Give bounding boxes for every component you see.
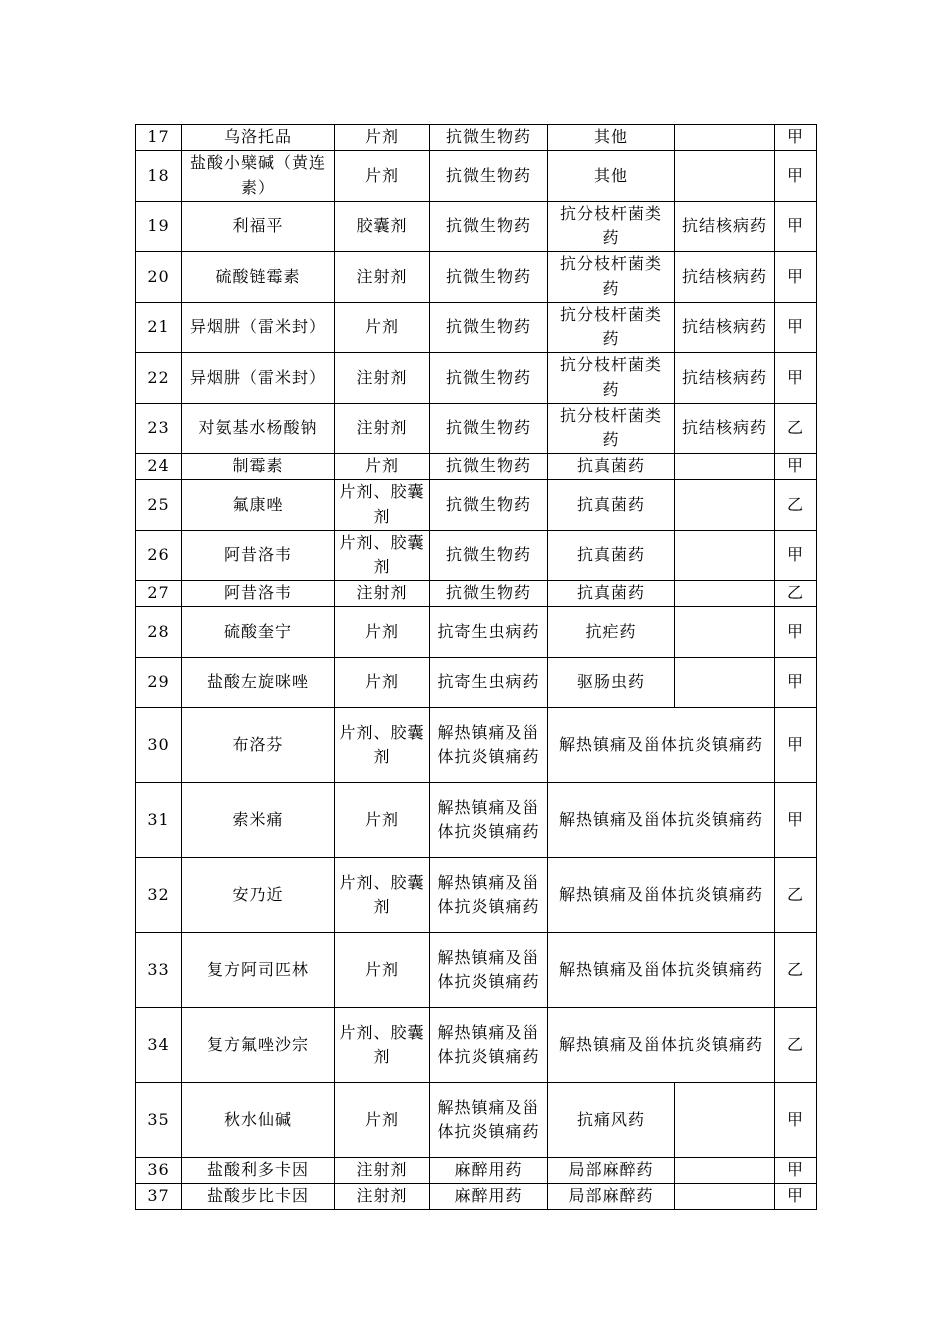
dosage-form-cell: 片剂 xyxy=(335,125,430,151)
category-level1-cell: 麻醉用药 xyxy=(430,1158,548,1184)
grade-cell: 乙 xyxy=(775,403,817,454)
dosage-form-cell: 片剂 xyxy=(335,657,430,708)
table-row xyxy=(136,858,817,933)
drug-name-cell: 异烟肼（雷米封） xyxy=(182,353,335,404)
row-number-cell: 21 xyxy=(136,302,182,353)
dosage-form-cell: 片剂 xyxy=(335,933,430,1008)
category-level3-cell xyxy=(675,1184,775,1210)
category-level3-cell xyxy=(675,454,775,480)
table-row xyxy=(136,151,817,202)
category-level2-cell: 抗真菌药 xyxy=(548,454,675,480)
category-level1-cell: 抗微生物药 xyxy=(430,302,548,353)
category-level2-cell: 局部麻醉药 xyxy=(548,1158,675,1184)
dosage-form-cell: 片剂 xyxy=(335,607,430,658)
category-level3-cell xyxy=(675,607,775,658)
category-level2-cell: 抗真菌药 xyxy=(548,530,675,581)
grade-cell: 乙 xyxy=(775,933,817,1008)
grade-cell: 甲 xyxy=(775,783,817,858)
category-level2-cell: 抗真菌药 xyxy=(548,581,675,607)
category-level1-cell: 解热镇痛及甾体抗炎镇痛药 xyxy=(430,783,548,858)
table-body xyxy=(136,125,817,1210)
category-level1-cell: 解热镇痛及甾体抗炎镇痛药 xyxy=(430,1008,548,1083)
row-number-cell: 36 xyxy=(136,1158,182,1184)
grade-cell: 甲 xyxy=(775,1083,817,1158)
drug-name-cell: 盐酸小檗碱（黄连素） xyxy=(182,151,335,202)
table-row xyxy=(136,1184,817,1210)
drug-name-cell: 制霉素 xyxy=(182,454,335,480)
category-level1-cell: 抗微生物药 xyxy=(430,530,548,581)
dosage-form-cell: 片剂 xyxy=(335,454,430,480)
category-level3-cell xyxy=(675,581,775,607)
row-number-cell: 17 xyxy=(136,125,182,151)
category-level2-cell: 抗分枝杆菌类药 xyxy=(548,201,675,252)
dosage-form-cell: 注射剂 xyxy=(335,403,430,454)
category-merged-cell: 解热镇痛及甾体抗炎镇痛药 xyxy=(548,783,775,858)
drug-name-cell: 秋水仙碱 xyxy=(182,1083,335,1158)
row-number-cell: 18 xyxy=(136,151,182,202)
table-row xyxy=(136,530,817,581)
category-level1-cell: 抗寄生虫病药 xyxy=(430,657,548,708)
grade-cell: 甲 xyxy=(775,201,817,252)
category-merged-cell: 解热镇痛及甾体抗炎镇痛药 xyxy=(548,858,775,933)
dosage-form-cell: 片剂 xyxy=(335,302,430,353)
row-number-cell: 24 xyxy=(136,454,182,480)
category-level1-cell: 麻醉用药 xyxy=(430,1184,548,1210)
drug-name-cell: 复方氟唑沙宗 xyxy=(182,1008,335,1083)
category-level2-cell: 抗痛风药 xyxy=(548,1083,675,1158)
category-level2-cell: 抗分枝杆菌类药 xyxy=(548,403,675,454)
table-row xyxy=(136,607,817,658)
row-number-cell: 28 xyxy=(136,607,182,658)
row-number-cell: 37 xyxy=(136,1184,182,1210)
table-row xyxy=(136,353,817,404)
category-level1-cell: 抗微生物药 xyxy=(430,201,548,252)
table-row xyxy=(136,581,817,607)
drug-name-cell: 对氨基水杨酸钠 xyxy=(182,403,335,454)
grade-cell: 乙 xyxy=(775,480,817,531)
dosage-form-cell: 片剂 xyxy=(335,1083,430,1158)
drug-name-cell: 硫酸链霉素 xyxy=(182,252,335,303)
row-number-cell: 27 xyxy=(136,581,182,607)
category-level1-cell: 抗微生物药 xyxy=(430,125,548,151)
row-number-cell: 26 xyxy=(136,530,182,581)
category-level3-cell xyxy=(675,151,775,202)
category-level3-cell: 抗结核病药 xyxy=(675,201,775,252)
row-number-cell: 33 xyxy=(136,933,182,1008)
category-level1-cell: 解热镇痛及甾体抗炎镇痛药 xyxy=(430,1083,548,1158)
drug-name-cell: 盐酸左旋咪唑 xyxy=(182,657,335,708)
table-row xyxy=(136,657,817,708)
category-level2-cell: 抗分枝杆菌类药 xyxy=(548,353,675,404)
table-row xyxy=(136,125,817,151)
grade-cell: 乙 xyxy=(775,1008,817,1083)
row-number-cell: 32 xyxy=(136,858,182,933)
category-level3-cell xyxy=(675,125,775,151)
grade-cell: 乙 xyxy=(775,858,817,933)
grade-cell: 甲 xyxy=(775,252,817,303)
dosage-form-cell: 片剂、胶囊剂 xyxy=(335,1008,430,1083)
grade-cell: 甲 xyxy=(775,607,817,658)
table-row xyxy=(136,480,817,531)
category-merged-cell: 解热镇痛及甾体抗炎镇痛药 xyxy=(548,1008,775,1083)
grade-cell: 甲 xyxy=(775,454,817,480)
category-level1-cell: 抗微生物药 xyxy=(430,403,548,454)
table-row xyxy=(136,302,817,353)
drug-list-table xyxy=(135,124,817,1210)
dosage-form-cell: 片剂、胶囊剂 xyxy=(335,530,430,581)
category-level1-cell: 抗微生物药 xyxy=(430,581,548,607)
category-level2-cell: 抗分枝杆菌类药 xyxy=(548,302,675,353)
grade-cell: 甲 xyxy=(775,353,817,404)
category-level2-cell: 抗疟药 xyxy=(548,607,675,658)
dosage-form-cell: 片剂、胶囊剂 xyxy=(335,858,430,933)
table-row xyxy=(136,1008,817,1083)
dosage-form-cell: 片剂、胶囊剂 xyxy=(335,708,430,783)
row-number-cell: 25 xyxy=(136,480,182,531)
drug-name-cell: 阿昔洛韦 xyxy=(182,581,335,607)
category-level1-cell: 抗寄生虫病药 xyxy=(430,607,548,658)
category-level3-cell: 抗结核病药 xyxy=(675,403,775,454)
row-number-cell: 35 xyxy=(136,1083,182,1158)
row-number-cell: 19 xyxy=(136,201,182,252)
category-level1-cell: 解热镇痛及甾体抗炎镇痛药 xyxy=(430,708,548,783)
dosage-form-cell: 注射剂 xyxy=(335,581,430,607)
category-level2-cell: 其他 xyxy=(548,151,675,202)
category-level3-cell xyxy=(675,1158,775,1184)
grade-cell: 甲 xyxy=(775,530,817,581)
dosage-form-cell: 注射剂 xyxy=(335,353,430,404)
category-level1-cell: 抗微生物药 xyxy=(430,353,548,404)
category-level1-cell: 解热镇痛及甾体抗炎镇痛药 xyxy=(430,933,548,1008)
row-number-cell: 23 xyxy=(136,403,182,454)
table-row xyxy=(136,454,817,480)
category-level3-cell xyxy=(675,530,775,581)
category-level1-cell: 抗微生物药 xyxy=(430,252,548,303)
row-number-cell: 34 xyxy=(136,1008,182,1083)
row-number-cell: 29 xyxy=(136,657,182,708)
category-level3-cell: 抗结核病药 xyxy=(675,252,775,303)
category-merged-cell: 解热镇痛及甾体抗炎镇痛药 xyxy=(548,933,775,1008)
dosage-form-cell: 胶囊剂 xyxy=(335,201,430,252)
table-row xyxy=(136,1158,817,1184)
category-level1-cell: 抗微生物药 xyxy=(430,480,548,531)
drug-name-cell: 安乃近 xyxy=(182,858,335,933)
drug-name-cell: 利福平 xyxy=(182,201,335,252)
category-level3-cell xyxy=(675,1083,775,1158)
table-row xyxy=(136,783,817,858)
row-number-cell: 30 xyxy=(136,708,182,783)
dosage-form-cell: 注射剂 xyxy=(335,1184,430,1210)
drug-name-cell: 硫酸奎宁 xyxy=(182,607,335,658)
dosage-form-cell: 片剂 xyxy=(335,783,430,858)
drug-name-cell: 异烟肼（雷米封） xyxy=(182,302,335,353)
category-level2-cell: 抗真菌药 xyxy=(548,480,675,531)
category-level3-cell: 抗结核病药 xyxy=(675,353,775,404)
dosage-form-cell: 注射剂 xyxy=(335,252,430,303)
category-level1-cell: 抗微生物药 xyxy=(430,151,548,202)
table-row xyxy=(136,403,817,454)
drug-name-cell: 复方阿司匹林 xyxy=(182,933,335,1008)
grade-cell: 甲 xyxy=(775,708,817,783)
dosage-form-cell: 片剂 xyxy=(335,151,430,202)
category-level3-cell: 抗结核病药 xyxy=(675,302,775,353)
drug-name-cell: 氟康唑 xyxy=(182,480,335,531)
grade-cell: 甲 xyxy=(775,1158,817,1184)
grade-cell: 甲 xyxy=(775,302,817,353)
table-row xyxy=(136,933,817,1008)
category-level3-cell xyxy=(675,480,775,531)
dosage-form-cell: 片剂、胶囊剂 xyxy=(335,480,430,531)
drug-name-cell: 布洛芬 xyxy=(182,708,335,783)
drug-name-cell: 索米痛 xyxy=(182,783,335,858)
grade-cell: 甲 xyxy=(775,151,817,202)
grade-cell: 甲 xyxy=(775,125,817,151)
table-row xyxy=(136,201,817,252)
table-row xyxy=(136,1083,817,1158)
dosage-form-cell: 注射剂 xyxy=(335,1158,430,1184)
table-row xyxy=(136,708,817,783)
row-number-cell: 22 xyxy=(136,353,182,404)
category-merged-cell: 解热镇痛及甾体抗炎镇痛药 xyxy=(548,708,775,783)
drug-name-cell: 盐酸利多卡因 xyxy=(182,1158,335,1184)
row-number-cell: 31 xyxy=(136,783,182,858)
table-row xyxy=(136,252,817,303)
grade-cell: 甲 xyxy=(775,657,817,708)
category-level1-cell: 解热镇痛及甾体抗炎镇痛药 xyxy=(430,858,548,933)
category-level2-cell: 其他 xyxy=(548,125,675,151)
category-level3-cell xyxy=(675,657,775,708)
grade-cell: 乙 xyxy=(775,581,817,607)
drug-name-cell: 盐酸步比卡因 xyxy=(182,1184,335,1210)
row-number-cell: 20 xyxy=(136,252,182,303)
drug-name-cell: 乌洛托品 xyxy=(182,125,335,151)
category-level2-cell: 驱肠虫药 xyxy=(548,657,675,708)
category-level2-cell: 局部麻醉药 xyxy=(548,1184,675,1210)
category-level2-cell: 抗分枝杆菌类药 xyxy=(548,252,675,303)
grade-cell: 甲 xyxy=(775,1184,817,1210)
drug-name-cell: 阿昔洛韦 xyxy=(182,530,335,581)
category-level1-cell: 抗微生物药 xyxy=(430,454,548,480)
